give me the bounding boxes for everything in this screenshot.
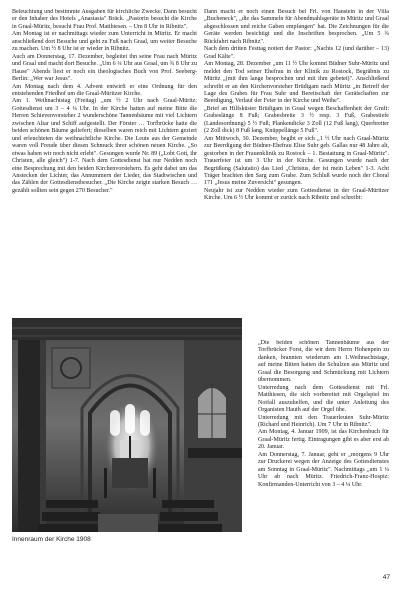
paragraph: Am Montag ist er nachmittags wieder zum Unterricht in Müritz. Er macht anschließend dort Besuche und geht zu Fuß nach Graal, um weiter Besuche zu machen. Um ½ 8 Uhr ist er wieder in Ribnitz. (12, 31, 197, 53)
paragraph: Unterredung mit den Trauerleuten Suhr-Müritz (Richard und Heinrich). Um 7 Uhr in Ribnitz". (258, 414, 389, 428)
paragraph: Am Mittwoch, 30. Dezember, begibt er sich „1 ½ Uhr nach Graal-Müritz zur Beerdigung der Büdner-Ehefrau Elise Suhr geb. Gallas nur 48 Jahre alt, gestorben in der Frauenklinik zu Rostock – 1. Bestattung in Graal-Müritz". Trauerfeier ist um 3 Uhr in der Kirche. Gesungen wurde nach der Begrüßung (Salutatio) das Lied „Christus, der ist mein Leben" 1-3. Acht Träger brachten den Sarg zum Grabe. Zum Schluß wurde noch der Choral 171 „Jesus meine Zuversicht" gesungen. (204, 135, 389, 187)
paragraph: Am 1. Weihnachtstag (Freitag) „um ½ 2 Uhr nach Graal-Müritz: Gottesdienst um 3 – 4 ¼ Uhr. In der Kirche hatten auf meine Bitte die Herren Schievenvorsteher 2 wunderschöne Tannenbäume mit viel Lichtern zwischen Altar und Schiff aufgestellt. Der Förster … Torfbrücke hatte die beiden schönen Bäume geliefert; dieselben waren reich mit Lichtern geziert und erleuchteten die weihnachtliche Kirche. Die Leute aus der Gemeinde waren voll Freude über diesen Schmuck ihrer schönen neuen Kirche. „So etwas haben wir noch nicht erlebt". Gesungen wurde Nr. 89 („Lobt Gott, ihr Christen, alle gleich") 1-7. Nach dem Gottesdienst hat nur Nedden noch eine Besprechung mit den beiden Kirchenvorstehern. Es geht dabei um das Anstecken der Lichter, das Annummern der Lieder, das Stadtwischen und das Zählen der Gottesdienstbesucher. „Die Kirche zeigte starken Besuch … gezählt sollten sein gegen 270 Besucher." (12, 98, 197, 194)
paragraph: Auch am Donnerstag, 17. Dezember, begleitet ihn seine Frau nach Müritz und Graal und macht dort Besuche. „Um 6 ¼ Uhr aus Graal, um ¾ 8 Uhr zu Hause" Abends liest er noch ein theologisches Buch von Prof. Seeberg-Berlin: „Wer war Jesus". (12, 53, 197, 83)
paragraph: Am Montag nach dem 4. Advent entwirft er eine Ordnung für den entstehenden Friedhof um die Graal-Müritzer Kirche. (12, 83, 197, 97)
paragraph: Beleuchtung und bestimmte Ausgaben für kirchliche Zwecke. Dann besucht er den Inhaber des Hotels „Anastasia" Bräck. „Pastorin besucht die Kirche in Graal-Müritz, besucht Frau Prof. Matthiesen. – Um 8 Uhr in Ribnitz". (12, 9, 197, 30)
church-interior-photo (12, 318, 242, 532)
photo-caption: Innenraum der Kirche 1908 (12, 536, 91, 543)
paragraph: Unterredung nach dem Gottesdienst mit Frl. Matthiesen, die sich vorbereitet mit Orgelspiel im Notfall auszuhelfen, und die unter Anleitung des Organisten Hauth auf der Orgel übe. (258, 384, 389, 414)
paragraph: „Die beiden schönen Tannenbäume aus der Torfbrücker Forst, die wir dem Herrn Hohenpein zu danken, brannten wiederum am 1.Weihnachtstage, auf meine Bitten hatten die Schulzen aus Müritz und Graal die Besorgung und Schmückung mit Lichtern übernommen. (258, 340, 389, 384)
paragraph: „Brief an Hilfsküster Brüdigam in Graal wegen Beschaffenheit der Gruft: Grabeslänge 8 Fuß; Grabesbreite 3 ½ resp. 3 Fuß, Grabestiefe (Landesordnung) 5 ½ Fuß; Plankendicke 3 Zoll (12 Fuß lang), Querbretter (2 Zoll dick) 8 Fuß lang, Knüppellänge 5 Fuß". (204, 105, 389, 135)
paragraph: Nach dem dritten Festtag notiert der Pastor: „Nachts 12 (und darüber – 13) Grad Kälte". (204, 46, 389, 60)
paragraph: Dann macht er noch einen Besuch bei Frl. von Hanstein in der Villa „Bucheneck", „die das Sammeln für Abendmahlsgeräte in Müritz und Graal abgeschlossen und reiche Gaben empfangen" hat. Die Zeichnungen für die Geräte werden besichtigt und die Inschriften besprochen. „Um 5 ¾ Rückfahrt nach Ribnitz". (204, 9, 389, 45)
page-number: 47 (382, 574, 390, 581)
quoted-text-column (258, 340, 389, 588)
paragraph: Am Donnerstag, 7. Januar, geht er „morgens 9 Uhr zur Druckerei wegen der Anzeige des Gottesdienstes am Sonntag in Graal-Müritz". Nachmittags „um 1 ¼ Uhr ab nach Müritz. Friedrich-Franz-Hospiz: Konfirmanden-Unterricht von 3 – 4 ¼ Uhr. (258, 451, 389, 488)
paragraph: Am Montag, 28. Dezember „um 11 ½ Uhr kommt Büdner Suhr-Müritz und meldet den Tod seiner Ehefrau in der Klinik zu Rostock, Begräbnis zu Müritz „(mit ihm lange besprochen und mit ihm gebetet)". Anschließend schreibt er an den Kirchenvorsteher Brüdigam nach Müritz „in Betreff der Lage des Grabes für Frau Suhr und Bereitschaft der Gerätschaften zur Beerdigung, Verlauf der Feier in der Kirche und Weihe". (204, 61, 389, 105)
right-text-column (204, 9, 389, 333)
paragraph: Neujahr ist zur Nedden wieder zum Gottesdienst in der Graal-Müritzer Kirche. Um 6 ½ Uhr kommt er zurück nach Ribnitz und schreibt: (204, 187, 389, 202)
paragraph: Am Montag, 4. Januar 1909, ist das Kirchenbuch für Graal-Müritz fertig. Eintragungen gibt es aber erst ab 20. Januar. (258, 429, 389, 451)
left-text-column (12, 9, 197, 306)
